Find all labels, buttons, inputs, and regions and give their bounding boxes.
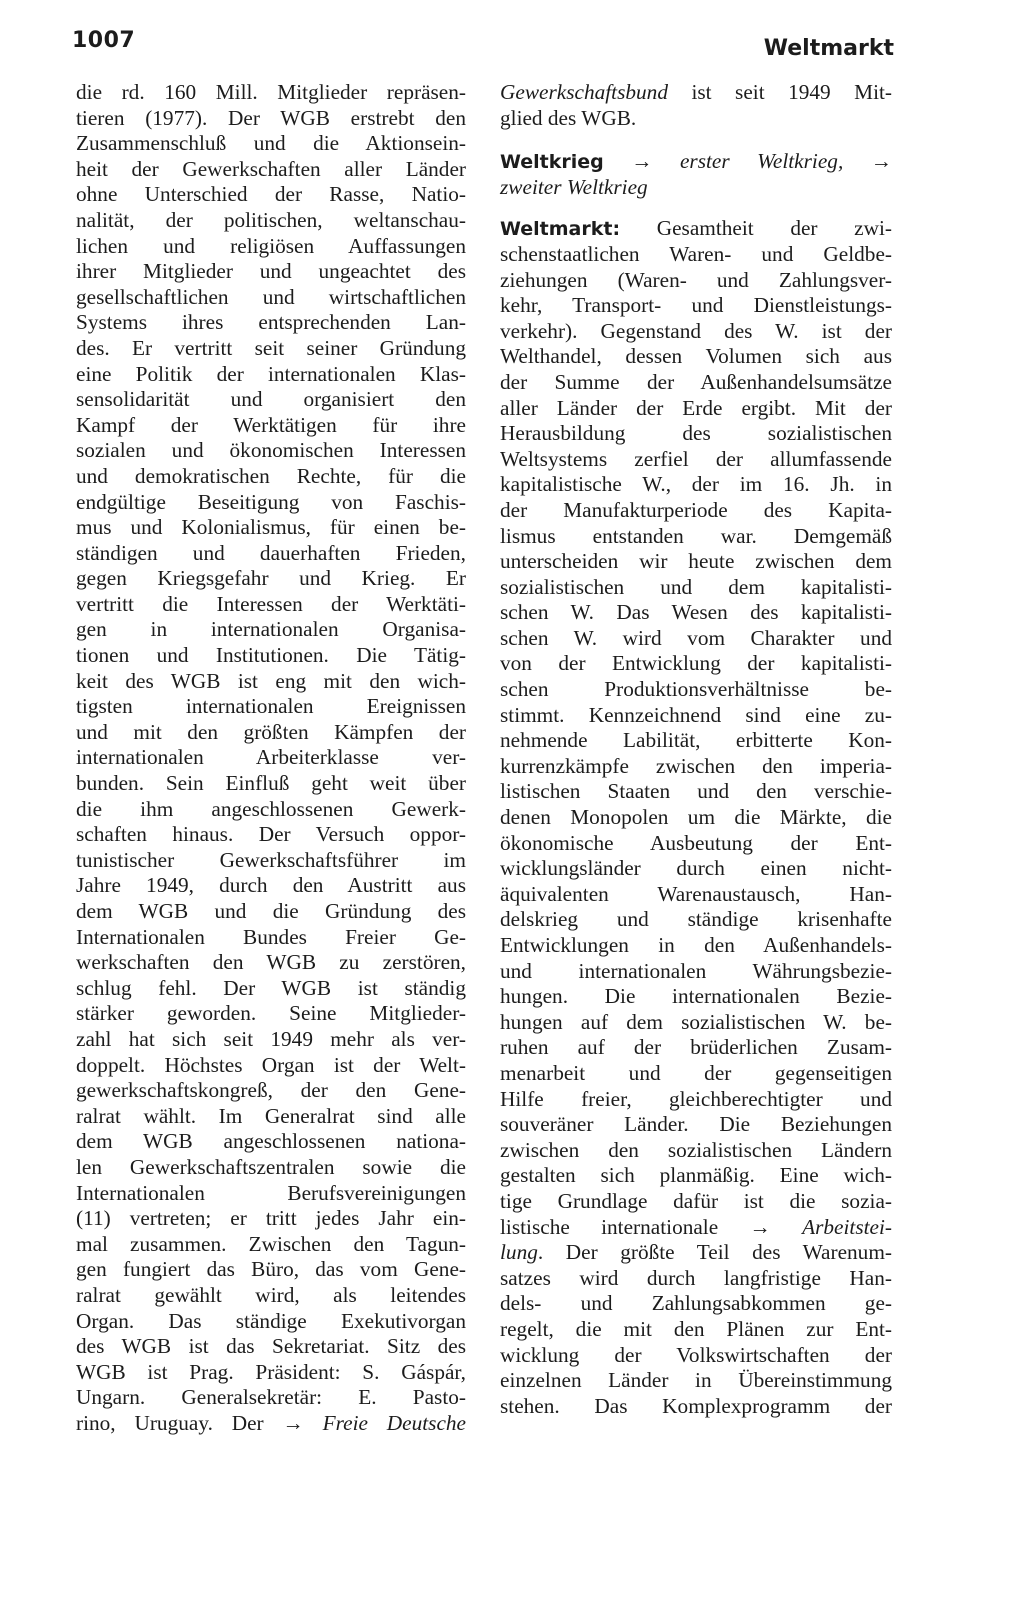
text-line [500, 175, 892, 201]
text-line: denen Monopolen um die Märkte, die [500, 805, 892, 830]
cross-reference-link[interactable]: zweiter Weltkrieg [500, 174, 648, 199]
text-line: wicklung der Volkswirtschaften der [500, 1342, 892, 1367]
text-line: gen fungiert das Büro, das vom Gene- [76, 1257, 466, 1282]
text-line: die rd. 160 Mill. Mitglieder repräsen- [76, 80, 466, 104]
text-line: ihrer Mitglieder und ungeachtet des [76, 259, 466, 284]
text-line: souveräner Länder. Die Beziehungen [500, 1112, 892, 1137]
text-line: gen in internationalen Organisa- [76, 617, 466, 642]
text-line: nehmende Labilität, erbitterte Kon- [500, 728, 892, 753]
text-fragment: listische internationale [500, 1214, 719, 1239]
cross-reference-link[interactable]: Arbeitstei- [802, 1214, 893, 1239]
text-line: glied des WGB. [500, 105, 637, 130]
text-line: verkehr). Gegenstand des W. ist der [500, 318, 892, 343]
text-line: unterscheiden wir heute zwischen dem [500, 549, 892, 574]
cross-reference-arrow-icon: → [749, 1214, 771, 1239]
text-line: lismus entstanden war. Demgemäß [500, 523, 892, 548]
text-line: Weltsystems zerfiel der allumfassende [500, 446, 892, 471]
text-line: ökonomische Ausbeutung der Ent- [500, 830, 892, 855]
text-line: Zusammenschluß und die Aktionsein- [76, 131, 466, 156]
text-line: Internationalen Berufsvereinigungen [76, 1180, 466, 1205]
text-line: listischen Staaten und den verschie- [500, 779, 892, 804]
text-line: stimmt. Kennzeichnend sind eine zu- [500, 702, 892, 727]
cross-reference-link[interactable]: erster Weltkrieg, [679, 149, 844, 174]
text-line: nalität, der politischen, weltanschau- [76, 207, 466, 232]
text-line: delskrieg und ständige krisenhafte [500, 907, 892, 932]
text-line: tieren (1977). Der WGB erstrebt den [76, 105, 466, 130]
text-line: gegen Kriegsgefahr und Krieg. Er [76, 566, 466, 591]
text-line: zahl hat sich seit 1949 mehr als ver- [76, 1026, 466, 1051]
text-line: Kampf der Werktätigen für ihre [76, 412, 466, 437]
text-line: lichen und religiösen Auffassungen [76, 233, 466, 258]
text-line: heit der Gewerkschaften aller Länder [76, 156, 466, 181]
text-line: zwischen den sozialistischen Ländern [500, 1137, 892, 1162]
text-line: satzes wird durch langfristige Han- [500, 1265, 892, 1290]
text-line: Internationalen Bundes Freier Ge- [76, 924, 466, 949]
text-line: ruhen auf der brüderlichen Zusam- [500, 1035, 892, 1060]
text-line: der Manufakturperiode des Kapita- [500, 497, 892, 522]
text-line: schen W. wird vom Charakter und [500, 625, 892, 650]
text-line: aller Länder der Erde ergibt. Mit der [500, 395, 892, 420]
text-line: Systems ihres entsprechenden Lan- [76, 310, 466, 335]
text-line: dem WGB und die Gründung des [76, 899, 466, 923]
text-line [500, 1215, 892, 1241]
text-line: die ihm angeschlossenen Gewerk- [76, 796, 466, 821]
text-line: stärker geworden. Seine Mitglieder- [76, 1001, 466, 1026]
text-line: des. Er vertritt seit seiner Gründung [76, 335, 466, 360]
cross-reference-arrow-icon: → [870, 149, 893, 174]
text-line: hungen auf dem sozialistischen W. be- [500, 1009, 892, 1034]
text-line: (11) vertreten; er tritt jedes Jahr ein- [76, 1206, 466, 1231]
text-line: hungen. Die internationalen Bezie- [500, 984, 892, 1009]
text-line: von der Entwicklung der kapitalisti- [500, 651, 892, 676]
text-line: kehr, Transport- und Dienstleistungs- [500, 293, 892, 318]
text-line: sensolidarität und organisiert den [76, 387, 466, 412]
text-line [500, 1240, 892, 1266]
page-number: 1007 [72, 28, 136, 53]
text-line: ständigen und dauerhaften Frieden, [76, 540, 466, 565]
text-line: Herausbildung des sozialistischen [500, 421, 892, 446]
text-fragment: . Der größte Teil des Warenum- [537, 1240, 892, 1265]
text-line: sozialen und ökonomischen Interessen [76, 438, 466, 463]
text-line: Hilfe freier, gleichberechtigter und [500, 1086, 892, 1111]
text-line: einzelnen Länder in Übereinstimmung [500, 1368, 892, 1393]
entry-keyword: Weltmarkt: [500, 218, 621, 241]
text-line: schen Produktionsverhältnisse be- [500, 677, 892, 702]
text-line: Organ. Das ständige Exekutivorgan [76, 1308, 466, 1333]
text-line: tionen und Institutionen. Die Tätig- [76, 643, 466, 668]
text-line [500, 80, 892, 106]
text-line: ziehungen (Waren- und Zahlungsver- [500, 267, 892, 292]
text-line: schaften hinaus. Der Versuch oppor- [76, 822, 466, 847]
text-line: des WGB ist das Sekretariat. Sitz des [76, 1334, 466, 1359]
text-line: schlug fehl. Der WGB ist ständig [76, 975, 466, 1000]
text-line: werkschaften den WGB zu zerstören, [76, 950, 466, 975]
text-line: internationalen Arbeiterklasse ver- [76, 745, 466, 770]
text-line: schen W. Das Wesen des kapitalisti- [500, 600, 892, 625]
text-line: sozialistischen und dem kapitalisti- [500, 574, 892, 599]
entry-gap [500, 131, 892, 149]
text-line: bunden. Sein Einfluß geht weit über [76, 771, 466, 796]
text-line: ralrat gewählt wird, als leitendes [76, 1282, 466, 1307]
text-line: gewerkschaftskongreß, der den Gene- [76, 1078, 466, 1103]
cross-reference-link[interactable]: Gewerkschaftsbund [500, 80, 668, 104]
cross-reference-arrow-icon: → [282, 1410, 304, 1435]
text-fragment: ist seit 1949 Mit- [667, 80, 892, 104]
text-line: Welthandel, dessen Volumen sich aus [500, 344, 892, 369]
right-column [500, 80, 892, 1419]
text-line-final [76, 1411, 466, 1437]
text-line: len Gewerkschaftszentralen sowie die [76, 1154, 466, 1179]
text-line: wicklungsländer durch einen nicht- [500, 856, 892, 881]
cross-reference-link[interactable]: lung [500, 1240, 538, 1265]
text-line: eine Politik der internationalen Klas- [76, 361, 466, 386]
cross-reference-arrow-icon: → [631, 149, 653, 174]
text-line: Jahre 1949, durch den Austritt aus [76, 873, 466, 898]
text-line: menarbeit und der gegenseitigen [500, 1060, 892, 1085]
running-head: Weltmarkt [763, 36, 894, 61]
text-line: und mit den größten Kämpfen der [76, 719, 466, 744]
text-line: der Summe der Außenhandelsumsätze [500, 369, 892, 394]
left-column [76, 80, 466, 1436]
text-line: mus und Kolonialismus, für einen be- [76, 515, 466, 540]
text-line: tunistischer Gewerkschaftsführer im [76, 847, 466, 872]
text-line: kapitalistische W., der im 16. Jh. in [500, 472, 892, 497]
text-line: ralrat wählt. Im Generalrat sind alle [76, 1103, 466, 1128]
text-line: doppelt. Höchstes Organ ist der Welt- [76, 1052, 466, 1077]
text-line: vertritt die Interessen der Werktäti- [76, 591, 466, 616]
text-line: gestalten sich planmäßig. Eine wich- [500, 1163, 892, 1188]
text-line: regelt, die mit den Plänen zur Ent- [500, 1316, 892, 1341]
text-line: tige Grundlage dafür ist die sozia- [500, 1188, 892, 1213]
entry-weltkrieg [500, 149, 892, 175]
text-line: Entwicklungen in den Außenhandels- [500, 933, 892, 957]
text-line: ohne Unterschied der Rasse, Natio- [76, 182, 466, 207]
text-line: und internationalen Währungsbezie- [500, 958, 892, 983]
text-line: tigsten internationalen Ereignissen [76, 694, 466, 719]
text-fragment: Gesamtheit der zwi- [656, 216, 892, 241]
text-line: gesellschaftlichen und wirtschaftlichen [76, 284, 466, 309]
text-line: endgültige Beseitigung von Faschis- [76, 489, 466, 514]
entry-weltmarkt [500, 216, 892, 242]
text-line: keit des WGB ist eng mit den wich- [76, 668, 466, 693]
text-line: und demokratischen Rechte, für die [76, 463, 466, 488]
text-line: dels- und Zahlungsabkommen ge- [500, 1291, 892, 1316]
text-line: mal zusammen. Zwischen den Tagun- [76, 1231, 466, 1256]
text-line: äquivalenten Warenaustausch, Han- [500, 881, 892, 906]
text-line: kurrenzkämpfe zwischen den imperia- [500, 753, 892, 778]
text-fragment: rino, Uruguay. Der [76, 1410, 264, 1435]
text-line: stehen. Das Komplexprogramm der [500, 1393, 892, 1418]
text-line: dem WGB angeschlossenen nationa- [76, 1129, 466, 1154]
entry-keyword: Weltkrieg [500, 151, 604, 174]
text-line: Ungarn. Generalsekretär: E. Pasto- [76, 1385, 466, 1410]
text-line: schenstaatlichen Waren- und Geldbe- [500, 241, 892, 266]
text-line: WGB ist Prag. Präsident: S. Gáspár, [76, 1359, 466, 1384]
entry-gap [500, 200, 892, 216]
cross-reference-link[interactable]: Freie Deutsche [322, 1410, 466, 1435]
